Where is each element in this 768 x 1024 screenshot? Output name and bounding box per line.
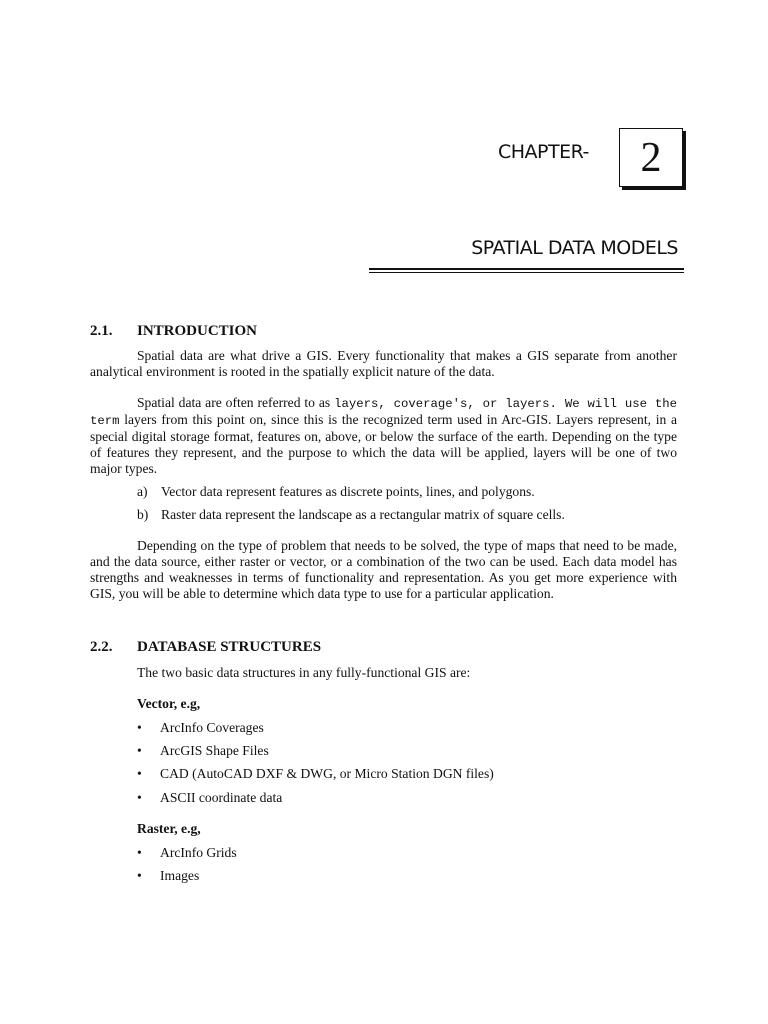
chapter-label: CHAPTER- [498, 141, 589, 163]
section-number: 2.2. [90, 639, 113, 655]
list-item-text: ArcInfo Coverages [160, 720, 264, 735]
list-item-text: ASCII coordinate data [160, 790, 283, 805]
chapter-title: SPATIAL DATA MODELS [471, 237, 678, 259]
paragraph-intro-3: Depending on the type of problem that needs to be solved, the type of maps that need to be made, and the data source, either raster or vector, or a combination of the two can be used. Each data model has strengths and weaknesses in terms of functionality and representation. As you get more experience with GIS, you will be able to determine which data type to use for a particular application. [90, 538, 677, 601]
title-rule-thin [369, 272, 684, 273]
paragraph-intro-1: Spatial data are what drive a GIS. Every functionality that makes a GIS separate from another analytical environment is rooted in the spatially explicit nature of the data. [90, 348, 677, 379]
paragraph-text: layers from this point on, since this is the recognized term used in Arc-GIS. Layers represent, in a special digital storage format, features on, above, or below the surface of the earth. Depending on the type of features they represent, and the purpose to which the data will be applied, layers will be one of two major types. [90, 412, 677, 476]
list-item-text: CAD (AutoCAD DXF & DWG, or Micro Station DGN files) [160, 766, 494, 781]
section-title: DATABASE STRUCTURES [137, 639, 322, 655]
paragraph-intro-2 [90, 395, 677, 477]
section-title: INTRODUCTION [137, 323, 258, 339]
list-item [137, 743, 269, 759]
list-item-label: b) [137, 507, 149, 522]
list-item-text: Images [160, 868, 200, 883]
vector-heading: Vector, e.g, [137, 696, 201, 711]
bullet-icon: • [137, 743, 142, 758]
list-item [137, 720, 264, 736]
bullet-icon: • [137, 720, 142, 735]
bullet-icon: • [137, 766, 142, 781]
raster-heading: Raster, e.g, [137, 821, 201, 836]
list-item [137, 766, 494, 782]
list-item [137, 868, 199, 884]
list-item-label: a) [137, 484, 148, 499]
list-item-text: Vector data represent features as discrete points, lines, and polygons. [161, 484, 535, 499]
paragraph-text: Spatial data are often referred to as [137, 395, 335, 410]
list-item-text: ArcInfo Grids [160, 845, 237, 860]
section-intro-text: The two basic data structures in any fully-functional GIS are: [137, 665, 471, 680]
paragraph-mono-text: layers, coverage's, or layers. We will use the term [90, 397, 677, 428]
chapter-number: 2 [640, 134, 662, 181]
bullet-icon: • [137, 868, 142, 883]
bullet-icon: • [137, 790, 142, 805]
list-item [137, 845, 237, 861]
title-rule [369, 268, 684, 270]
section-heading-database-structures [90, 639, 321, 656]
list-item [137, 790, 282, 806]
section-heading-introduction [90, 323, 257, 340]
bullet-icon: • [137, 845, 142, 860]
list-item-text: ArcGIS Shape Files [160, 743, 269, 758]
chapter-number-box [619, 128, 683, 187]
list-item-text: Raster data represent the landscape as a rectangular matrix of square cells. [161, 507, 565, 522]
section-number: 2.1. [90, 323, 113, 339]
list-item [137, 507, 565, 523]
list-item [137, 484, 535, 500]
